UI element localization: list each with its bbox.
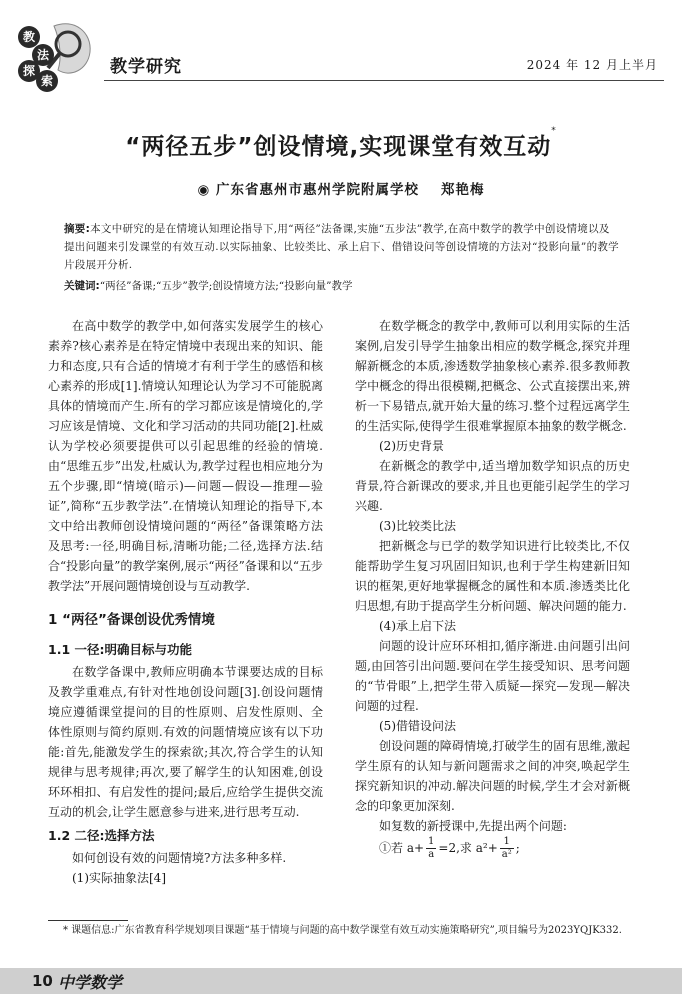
logo-char: 索 bbox=[36, 70, 58, 92]
abstract-label: 摘要: bbox=[64, 223, 91, 235]
paragraph-1-2: 如何创设有效的问题情境?方法多种多样. bbox=[72, 851, 287, 865]
subheading-analogy: (3)比较类比法 bbox=[379, 519, 456, 533]
logo-char: 法 bbox=[32, 44, 54, 66]
keywords bbox=[64, 277, 620, 295]
fraction-1-denominator: a bbox=[428, 849, 435, 860]
logo-char: 探 bbox=[18, 60, 40, 82]
affiliation: ◉ 广东省惠州市惠州学院附属学校 bbox=[197, 182, 419, 198]
paragraph-r4: 问题的设计应环环相扣,循序渐进.由问题引出问题,由回答引出问题.要问在学生接受知识、思考问题的“节骨眼”上,把学生带入质疑—探究—发现—解决问题的过程. bbox=[355, 639, 630, 713]
heading-1: 1 “两径”备课创设优秀情境 bbox=[48, 612, 215, 628]
column-logo bbox=[14, 18, 98, 90]
left-column bbox=[48, 316, 323, 888]
right-column bbox=[355, 316, 630, 861]
article-title bbox=[0, 128, 682, 161]
author-name: 郑艳梅 bbox=[440, 182, 485, 198]
keywords-text: “两径”备课;“五步”教学;创设情境方法;“投影向量”教学 bbox=[99, 280, 353, 292]
paragraph-r3: 把新概念与已学的数学知识进行比较类比,不仅能帮助学生复习巩固旧知识,也利于学生构建新旧知识的框架,更好地掌握概念的属性和本质.渗透类比化归思想,有助于提高学生分析问题、解决问题的能力. bbox=[355, 539, 630, 613]
abstract bbox=[64, 220, 620, 274]
fraction-2-numerator: 1 bbox=[500, 836, 514, 849]
page-number: 10 bbox=[32, 972, 53, 990]
heading-1-1: 1.1 一径:明确目标与功能 bbox=[48, 642, 192, 657]
formula-prefix: ①若 a+ bbox=[379, 841, 425, 855]
keywords-label: 关键词: bbox=[64, 280, 100, 292]
fraction-1 bbox=[426, 836, 436, 861]
paragraph-1-1: 在数学备课中,教师应明确本节课要达成的目标及教学重难点,有针对性地创设问题[3].创设问题情境应遵循课堂提问的目的性原则、启发性原则、全体性原则与简约原则.有效的问题情境应该有以下功能:首先,能激发学生的探索欲;其次,符合学生的认知规律与思考规律;再次,要了解学生的认知困难,创设环环相扣、有启发性的提问;最后,应给学生提供交流互动的机会,让学生愿意参与进来,进行思考互动. bbox=[48, 665, 323, 819]
footnote: * 课题信息:广东省教育科学规划项目课题“基于情境与问题的高中数学课堂有效互动实施策略研究”,项目编号为2023YQJK332. bbox=[63, 925, 622, 936]
author-line bbox=[0, 178, 682, 198]
title-text: “两径五步”创设情境,实现课堂有效互动 bbox=[125, 134, 552, 160]
fraction-2 bbox=[500, 836, 514, 861]
formula-mid: =2,求 a²+ bbox=[438, 841, 498, 855]
title-footnote-mark: * bbox=[551, 126, 557, 136]
heading-1-2: 1.2 二径:选择方法 bbox=[48, 828, 155, 843]
footnote-divider bbox=[48, 920, 128, 921]
paragraph-r6: 如复数的新授课中,先提出两个问题: bbox=[379, 819, 567, 833]
subheading-error-question: (5)借错设问法 bbox=[379, 719, 456, 733]
abstract-text: 本文中研究的是在情境认知理论指导下,用“两径”法备课,实施“五步法”教学,在高中数学的教学中创设情境以及提出问题来引发课堂的有效互动.以实际抽象、比较类比、承上启下、借错设问等创设情境的方法对“投影向量”的教学片段展开分析. bbox=[64, 223, 619, 271]
intro-paragraph: 在高中数学的教学中,如何落实发展学生的核心素养?核心素养是在特定情境中表现出来的知识、能力和态度,只有合适的情境才有利于学生的感悟和核心素养的形成[1].情境认知理论认为学习不可能脱离具体的情境而产生.所有的学习都应该是情境化的,学习应该是情境、文化和学习活动的共同功能[2].杜威认为学校必须要提供可以引起思维的经验的情境.由“思维五步”出发,杜威认为,教学过程也相应地分为五个步骤,即“情境(暗示)—问题—假设—推理—验证”,简称“五步教学法”.在情境认知理论的指导下,本文中给出教师创设情境问题的“两径”备课策略方法及思考:一径,明确目标,清晰功能;二径,选择方法.结合“投影向量”的教学案例,展示“两径”备课和以“五步教学法”开展问题情境创设与互动教学. bbox=[48, 319, 323, 593]
paragraph-r5: 创设问题的障碍情境,打破学生的固有思维,激起学生原有的认知与新问题需求之间的冲突,唤起学生探究新知识的冲动.解决问题的时候,学生才会对新概念的印象更加深刻. bbox=[355, 739, 630, 813]
logo-char: 教 bbox=[18, 26, 40, 48]
paragraph-r1: 在数学概念的教学中,教师可以利用实际的生活案例,启发引导学生抽象出相应的数学概念,探究并理解新概念的本质,渗透数学抽象核心素养.很多教师教学中概念的得出很模糊,把概念、公式直接摆出来,辨析一下易错点,就开始大量的练习.整个过程远离学生的生活实际,使得学生很难掌握原本抽象的数学概念. bbox=[355, 319, 630, 433]
issue-date: 2024 年 12 月上半月 bbox=[526, 58, 658, 72]
subheading-actual-abstraction: (1)实际抽象法[4] bbox=[72, 871, 166, 885]
section-title: 教学研究 bbox=[110, 57, 182, 77]
formula-question-1 bbox=[355, 836, 630, 861]
paragraph-r2: 在新概念的教学中,适当增加数学知识点的历史背景,符合新课改的要求,并且也更能引起学生的学习兴趣. bbox=[355, 459, 630, 513]
subheading-history: (2)历史背景 bbox=[379, 439, 444, 453]
journal-name: 中学数学 bbox=[58, 973, 123, 992]
fraction-1-numerator: 1 bbox=[428, 836, 435, 847]
header-divider bbox=[104, 80, 664, 81]
fraction-2-denominator: a² bbox=[501, 849, 512, 860]
page-header bbox=[0, 0, 682, 90]
formula-end: ; bbox=[515, 841, 520, 855]
subheading-transition: (4)承上启下法 bbox=[379, 619, 456, 633]
